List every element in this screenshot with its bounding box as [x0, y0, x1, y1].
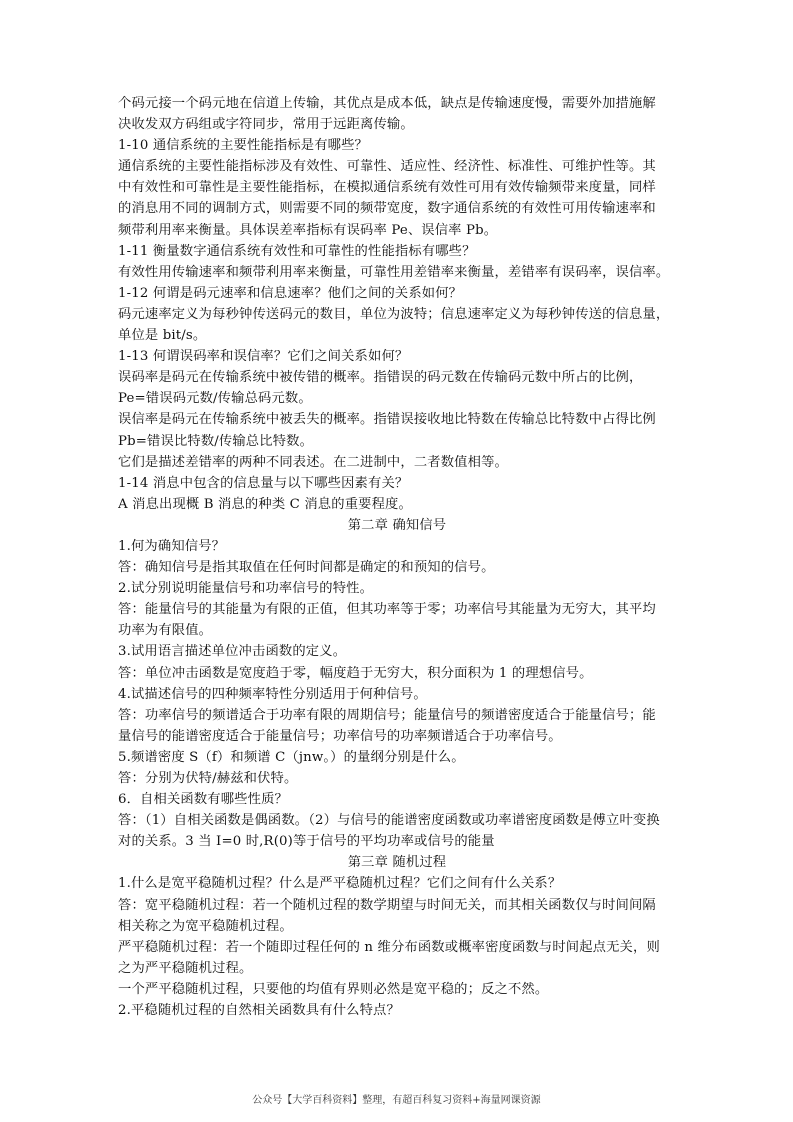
chapter-heading: 第三章 随机过程 — [347, 855, 447, 871]
answer-line: 答：能量信号的其能量为有限的正值，但其功率等于零；功率信号其能量为无穷大，其平均 — [118, 602, 656, 618]
text-line: 功率为有限值。 — [118, 623, 213, 639]
question-heading: 2.试分别说明能量信号和功率信号的特性。 — [118, 581, 374, 597]
text-line: 通信系统的主要性能指标涉及有效性、可靠性、适应性、经济性、标准性、可维护性等。其 — [118, 159, 656, 175]
text-line: A 消息出现概 B 消息的种类 C 消息的重要程度。 — [118, 496, 412, 512]
text-line: 的消息用不同的调制方式，则需要不同的频带宽度，数字通信系统的有效性可用传输速率和 — [118, 201, 656, 217]
text-line: 量信号的能谱密度适合于能量信号；功率信号的功率频谱适合于功率信号。 — [118, 728, 562, 744]
question-heading: 2.平稳随机过程的自然相关函数具有什么特点？ — [118, 1003, 400, 1019]
question-heading: 1-14 消息中包含的信息量与以下哪些因素有关？ — [118, 475, 409, 491]
question-heading: 5.频谱密度 S（f）和频谱 C（jnw。）的量纲分别是什么。 — [118, 749, 465, 765]
question-heading: 1-13 何谓误码率和误信率？它们之间关系如何？ — [118, 349, 409, 365]
text-line: 它们是描述差错率的两种不同表述。在二进制中，二者数值相等。 — [118, 454, 508, 470]
answer-line: 答：分别为伏特/赫兹和伏特。 — [118, 771, 298, 786]
answer-line: 答：确知信号是指其取值在任何时间都是确定的和预知的信号。 — [118, 560, 495, 576]
question-heading: 1-11 衡量数字通信系统有效性和可靠性的性能指标有哪些？ — [118, 243, 476, 259]
text-line: Pb=错误比特数/传输总比特数。 — [118, 433, 314, 449]
page-footer: 公众号【大学百科资料】整理，有超百科复习资料+海量网课资源 — [252, 1095, 541, 1106]
answer-line: 答：功率信号的频谱适合于功率有限的周期信号；能量信号的频谱密度适合于能量信号；能 — [118, 707, 656, 723]
text-line: 有效性用传输速率和频带利用率来衡量，可靠性用差错率来衡量，差错率有误码率，误信率。 — [118, 264, 670, 280]
text-line: 个码元接一个码元地在信道上传输，其优点是成本低，缺点是传输速度慢，需要外加措施解 — [118, 96, 656, 111]
question-heading: 4.试描述信号的四种频率特性分别适用于何种信号。 — [118, 686, 427, 702]
text-line: 决收发双方码组或字符同步，常用于远距离传输。 — [118, 117, 414, 133]
question-heading: 3.试用语言描述单位冲击函数的定义。 — [118, 644, 347, 660]
answer-line: 答：单位冲击函数是宽度趋于零，幅度趋于无穷大，积分面积为 1 的理想信号。 — [118, 665, 593, 681]
text-line: 之为严平稳随机过程。 — [118, 960, 253, 976]
document-page — [118, 93, 676, 1021]
text-line: 一个严平稳随机过程，只要他的均值有界则必然是宽平稳的；反之不然。 — [118, 981, 549, 997]
question-heading: 1.什么是宽平稳随机过程？什么是严平稳随机过程？它们之间有什么关系？ — [118, 876, 562, 892]
text-line: 误信率是码元在传输系统中被丢失的概率。指错误接收地比特数在传输总比特数中占得比例 — [118, 412, 656, 428]
text-line: 误码率是码元在传输系统中被传错的概率。指错误的码元数在传输码元数中所占的比例， — [118, 370, 643, 386]
text-line: 相关称之为宽平稳随机过程。 — [118, 918, 293, 934]
chapter-heading: 第二章 确知信号 — [347, 517, 447, 533]
text-line: 单位是 bit/s。 — [118, 328, 207, 344]
question-heading: 1-12 何谓是码元速率和信息速率？他们之间的关系如何？ — [118, 285, 463, 301]
text-line: Pe=错误码元数/传输总码元数。 — [118, 391, 312, 407]
text-line: 码元速率定义为每秒钟传送码元的数目，单位为波特；信息速率定义为每秒钟传送的信息量， — [118, 306, 670, 322]
question-heading: 1-10 通信系统的主要性能指标是有哪些？ — [118, 138, 368, 154]
text-line: 频带利用率来衡量。具体误差率指标有误码率 Pe、误信率 Pb。 — [118, 222, 498, 238]
text-line: 中有效性和可靠性是主要性能指标，在模拟通信系统有效性可用有效传输频带来度量，同样 — [118, 180, 656, 196]
answer-line: 答：（1）自相关函数是偶函数。（2）与信号的能谱密度函数或功率谱密度函数是傅立叶变换 — [118, 813, 660, 829]
answer-line: 答：宽平稳随机过程：若一个随机过程的数学期望与时间无关，而其相关函数仅与时间间隔 — [118, 897, 656, 913]
text-line: 对的关系。3 当 I=0 时,R(0)等于信号的平均功率或信号的能量 — [118, 834, 495, 850]
text-line: 严平稳随机过程：若一个随即过程任何的 n 维分布函数或概率密度函数与时间起点无关，则 — [118, 939, 660, 955]
question-heading: 6．自相关函数有哪些性质？ — [118, 792, 288, 808]
question-heading: 1.何为确知信号？ — [118, 538, 226, 554]
